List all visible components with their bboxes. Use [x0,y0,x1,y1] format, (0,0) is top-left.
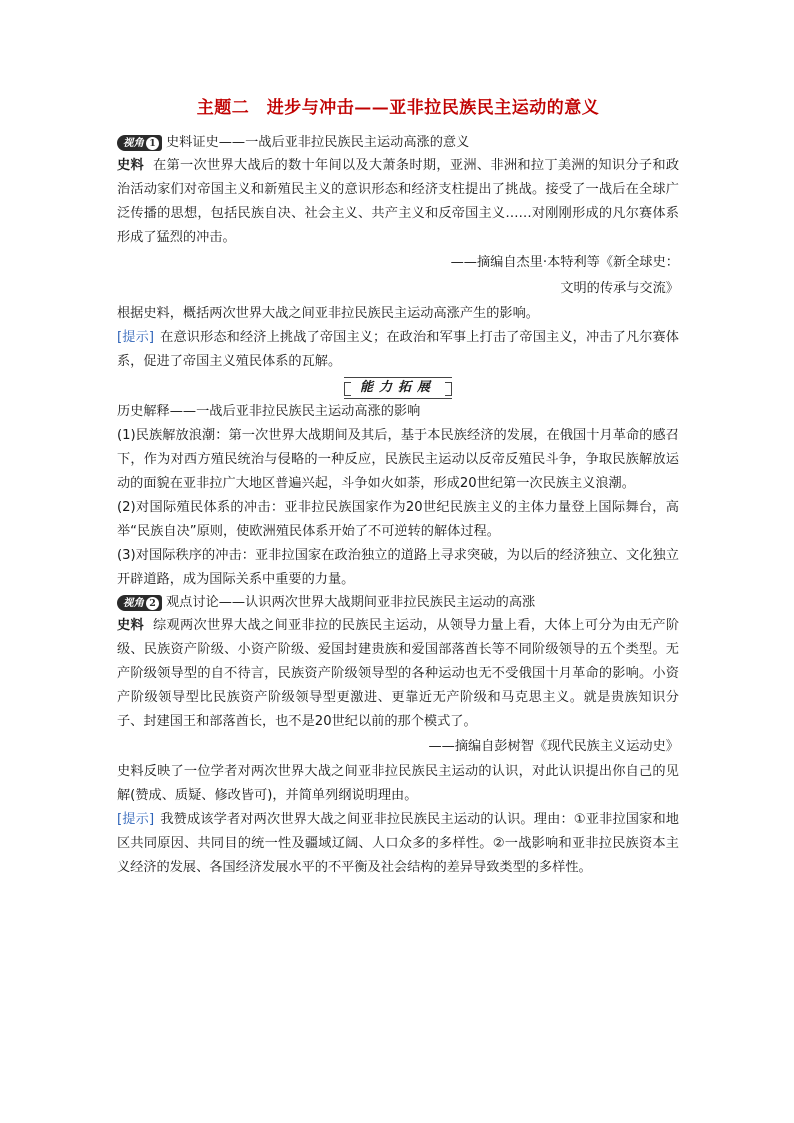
ability-extension-banner [117,376,679,398]
citation-1-line1: ——摘编自杰里·本特利等《新全球史： [450,255,679,270]
question-1: 根据史料，概括两次世界大战之间亚非拉民族民主运动高涨产生的影响。 [117,306,539,321]
badge-number-1: 1 [146,137,159,150]
extension-item-2: (2)对国际殖民体系的冲击：亚非拉民族国家作为20世纪民族主义的主体力量登上国际舞台，高举“民族自决”原则，使欧洲殖民体系开始了不可逆转的解体过程。 [117,500,679,539]
hint-text-2: 我赞成该学者对两次世界大战之间亚非拉民族民主运动的认识。理由：①亚非拉国家和地区共同原因、共同目的统一性及疆域辽阔、人口众多的多样性。②一战影响和亚非拉民族资本主义经济的发展、各国经济发展水平的不平衡及社会结构的差异导致类型的多样性。 [117,812,679,875]
question-2: 史料反映了一位学者对两次世界大战之间亚非拉民族民主运动的认识，对此认识提出你自己的见解(赞成、质疑、修改皆可)，并简单列纲说明理由。 [117,764,679,803]
source-tag-1: 史料 [117,158,144,173]
hint-label-2: [提示] [117,812,155,827]
hint-label-1: [提示] [117,330,155,345]
source-paragraph-1 [117,154,679,250]
citation-2: ——摘编自彭树智《现代民族主义运动史》 [428,739,679,754]
document-body [117,96,679,880]
hint-paragraph-1 [117,326,679,374]
source-paragraph-2 [117,614,679,734]
perspective-badge-1: 视角 1 [117,135,162,151]
extension-item-1: (1)民族解放浪潮：第一次世界大战期间及其后，基于本民族经济的发展，在俄国十月革命的感召下，作为对西方殖民统治与侵略的一种反应，民族民主运动以反帝反殖民斗争，争取民族解放运动的面貌在亚非拉广大地区普遍兴起，斗争如火如荼，形成20世纪第一次民族主义浪潮。 [117,428,679,491]
badge-number-2: 2 [146,597,159,610]
source-tag-2: 史料 [117,618,144,633]
extension-item-3: (3)对国际秩序的冲击：亚非拉国家在政治独立的道路上寻求突破，为以后的经济独立、文化独立开辟道路，成为国际关系中重要的力量。 [117,548,679,587]
section-heading-1 [117,132,679,154]
hint-paragraph-2 [117,808,679,880]
source-text-2: 综观两次世界大战之间亚非拉的民族民主运动，从领导力量上看，大体上可分为由无产阶级、民族资产阶级、小资产阶级、爱国封建贵族和爱国部落酋长等不同阶级领导的五个类型。无产阶级领导型的自不待言，民族资产阶级领导型的各种运动也无不受俄国十月革命的影响。小资产阶级领导型比民族资产阶级领导型更激进、更靠近无产阶级和马克思主义。就是贵族知识分子、封建国王和部落酋长，也不是20世纪以前的那个模式了。 [117,618,680,729]
source-text-1: 在第一次世界大战后的数十年间以及大萧条时期，亚洲、非洲和拉丁美洲的知识分子和政治活动家们对帝国主义和新殖民主义的意识形态和经济支柱提出了挑战。接受了一战后在全球广泛传播的思想，包括民族自决、社会主义、共产主义和反帝国主义……对刚刚形成的凡尔赛体系形成了猛烈的冲击。 [117,158,680,245]
section-heading-text-2: 观点讨论——认识两次世界大战期间亚非拉民族民主运动的高涨 [166,595,536,610]
extension-heading: 历史解释——一战后亚非拉民族民主运动高涨的影响 [117,404,421,419]
citation-1-line2: 文明的传承与交流》 [560,281,679,296]
page-title: 主题二 进步与冲击——亚非拉民族民主运动的意义 [196,98,600,118]
ability-extension-label: 能力拓展 [344,377,452,399]
hint-text-1: 在意识形态和经济上挑战了帝国主义；在政治和军事上打击了帝国主义，冲击了凡尔赛体系，促进了帝国主义殖民体系的瓦解。 [117,330,679,369]
section-heading-2 [117,592,679,614]
section-heading-text-1: 史料证史——一战后亚非拉民族民主运动高涨的意义 [166,135,470,150]
perspective-badge-2: 视角 2 [117,595,162,611]
